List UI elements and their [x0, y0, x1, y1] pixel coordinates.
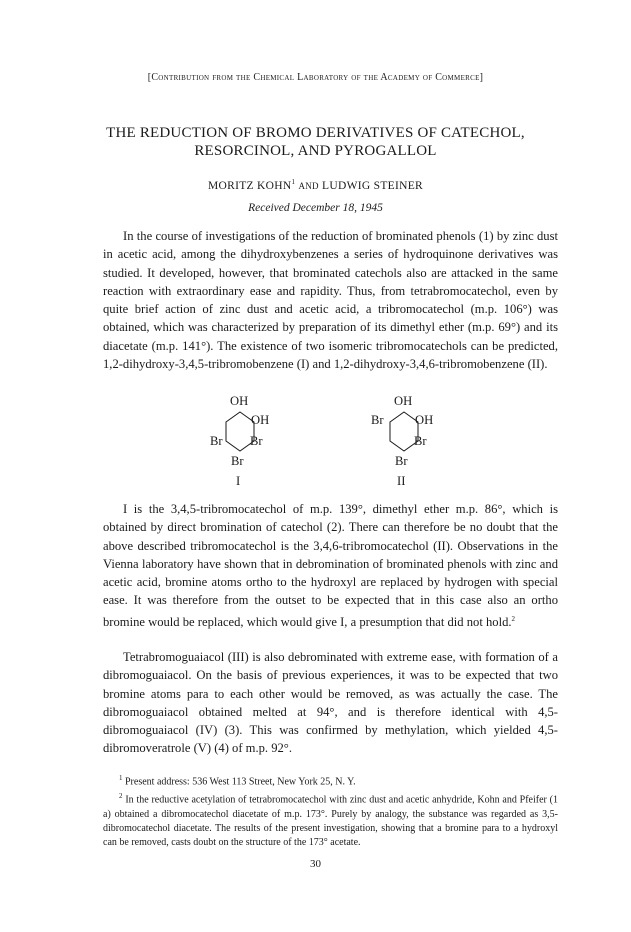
footnote-1: [103, 771, 558, 789]
paragraph-3-block: [103, 648, 558, 758]
title-line-2: RESORCINOL, AND PYROGALLOL: [194, 143, 437, 159]
structure-ii-lower-right-br: Br: [414, 434, 427, 448]
received-date: Received December 18, 1945: [248, 202, 383, 214]
contribution-header-text: [Contribution from the Chemical Laboratory of the Academy of Commerce]: [147, 72, 484, 83]
author-2: LUDWIG STEINER: [322, 179, 424, 192]
page-number: 30: [310, 858, 321, 870]
author-1-footnote-mark: 1: [291, 178, 296, 186]
paragraph-2-text: I is the 3,4,5-tribromocatechol of m.p. 139°, dimethyl ether m.p. 86°, which is obtained by direct bromination of catechol (2). There can therefore be no doubt that the above described tribromocatechol is the 3,4,6-tribromocatechol (II). Observations in the Vienna laboratory have shown that in debromination of brominated phenols with zinc and acetic acid, bromine atoms ortho to the hydroxyl are replaced by hydrogen with special ease. It was therefore from the outset to be expected that in this case also an ortho bromine would be replaced, which would give I, a presumption that did not hold.: [103, 502, 558, 629]
structure-i-numeral: I: [236, 474, 241, 488]
structure-i-bottom-br: Br: [231, 454, 244, 468]
footnote-2: [103, 789, 558, 849]
paragraph-3: Tetrabromoguaiacol (III) is also debrominated with extreme ease, with formation of a dibromoguaiacol. On the basis of previous experiences, it was to be expected that two bromine atoms para to each other would be removed, as was actually the case. The dibromoguaiacol obtained melted at 94°, and is therefore identical with 4,5-dibromoguaiacol (IV) (3). This was confirmed by methylation, which yielded 4,5-dibromoveratrole (V) (4) of m.p. 92°.: [103, 650, 558, 756]
footnotes: [103, 771, 558, 850]
structure-ii-bottom-br: Br: [395, 454, 408, 468]
structure-i: [196, 394, 296, 494]
author-line: [0, 178, 631, 192]
structure-ii-ring: [360, 394, 460, 494]
paragraph-2-footnote-mark: 2: [511, 614, 516, 623]
article-title: [0, 124, 631, 160]
author-1: MORITZ KOHN: [207, 179, 292, 192]
structure-ii-upper-left-br: Br: [371, 413, 384, 427]
paragraph-2: [103, 500, 558, 631]
structure-i-lower-right-br: Br: [250, 434, 263, 448]
contribution-header: [0, 72, 631, 83]
structure-i-top-oh: OH: [230, 394, 249, 408]
footnote-2-mark: 2: [119, 792, 123, 801]
paragraph-1-block: [103, 227, 558, 373]
footnote-2-text: In the reductive acetylation of tetrabromocatechol with zinc dust and acetic anhydride, Kohn and Pfeifer (1 a) obtained a dibromocatechol diacetate of m.p. 173°. Purely by analogy, the substance was regarded as 3,5-dibromocatechol diacetate. The results of the present investigation, showing that a bromine para to a hydroxyl can be removed, casts doubt on the structure of the 173° acetate.: [103, 794, 559, 848]
paragraph-2-block: [103, 500, 558, 631]
structure-i-upper-right-oh: OH: [251, 413, 270, 427]
structure-ii-upper-right-oh: OH: [415, 413, 434, 427]
footnote-1-text: Present address: 536 West 113 Street, New York 25, N. Y.: [125, 776, 356, 788]
structure-ii-numeral: II: [397, 474, 406, 488]
structure-ii-top-oh: OH: [394, 394, 413, 408]
title-line-1: THE REDUCTION OF BROMO DERIVATIVES OF CATECHOL,: [106, 125, 525, 141]
author-conjunction: AND: [298, 180, 319, 191]
paragraph-1: In the course of investigations of the reduction of brominated phenols (1) by zinc dust in acetic acid, among the dihydroxybenzenes a series of hydroquinone derivatives was studied. It developed, however, that brominated catechols also are attacked in the same reaction with extraordinary ease and rapidity. Thus, from tetrabromocatechol, even by quite brief action of zinc dust and acetic acid, a tribromocatechol (m.p. 106°) was obtained, which was characterized by preparation of its dimethyl ether (m.p. 69°) and its diacetate (m.p. 141°). The existence of two isomeric tribromocatechols can be predicted, 1,2-dihydroxy-3,4,5-tribromobenzene (I) and 1,2-dihydroxy-3,4,6-tribromobenzene (II).: [103, 229, 558, 372]
footnote-1-mark: 1: [119, 774, 123, 782]
structure-i-lower-left-br: Br: [210, 434, 223, 448]
structure-ii: [360, 394, 460, 494]
